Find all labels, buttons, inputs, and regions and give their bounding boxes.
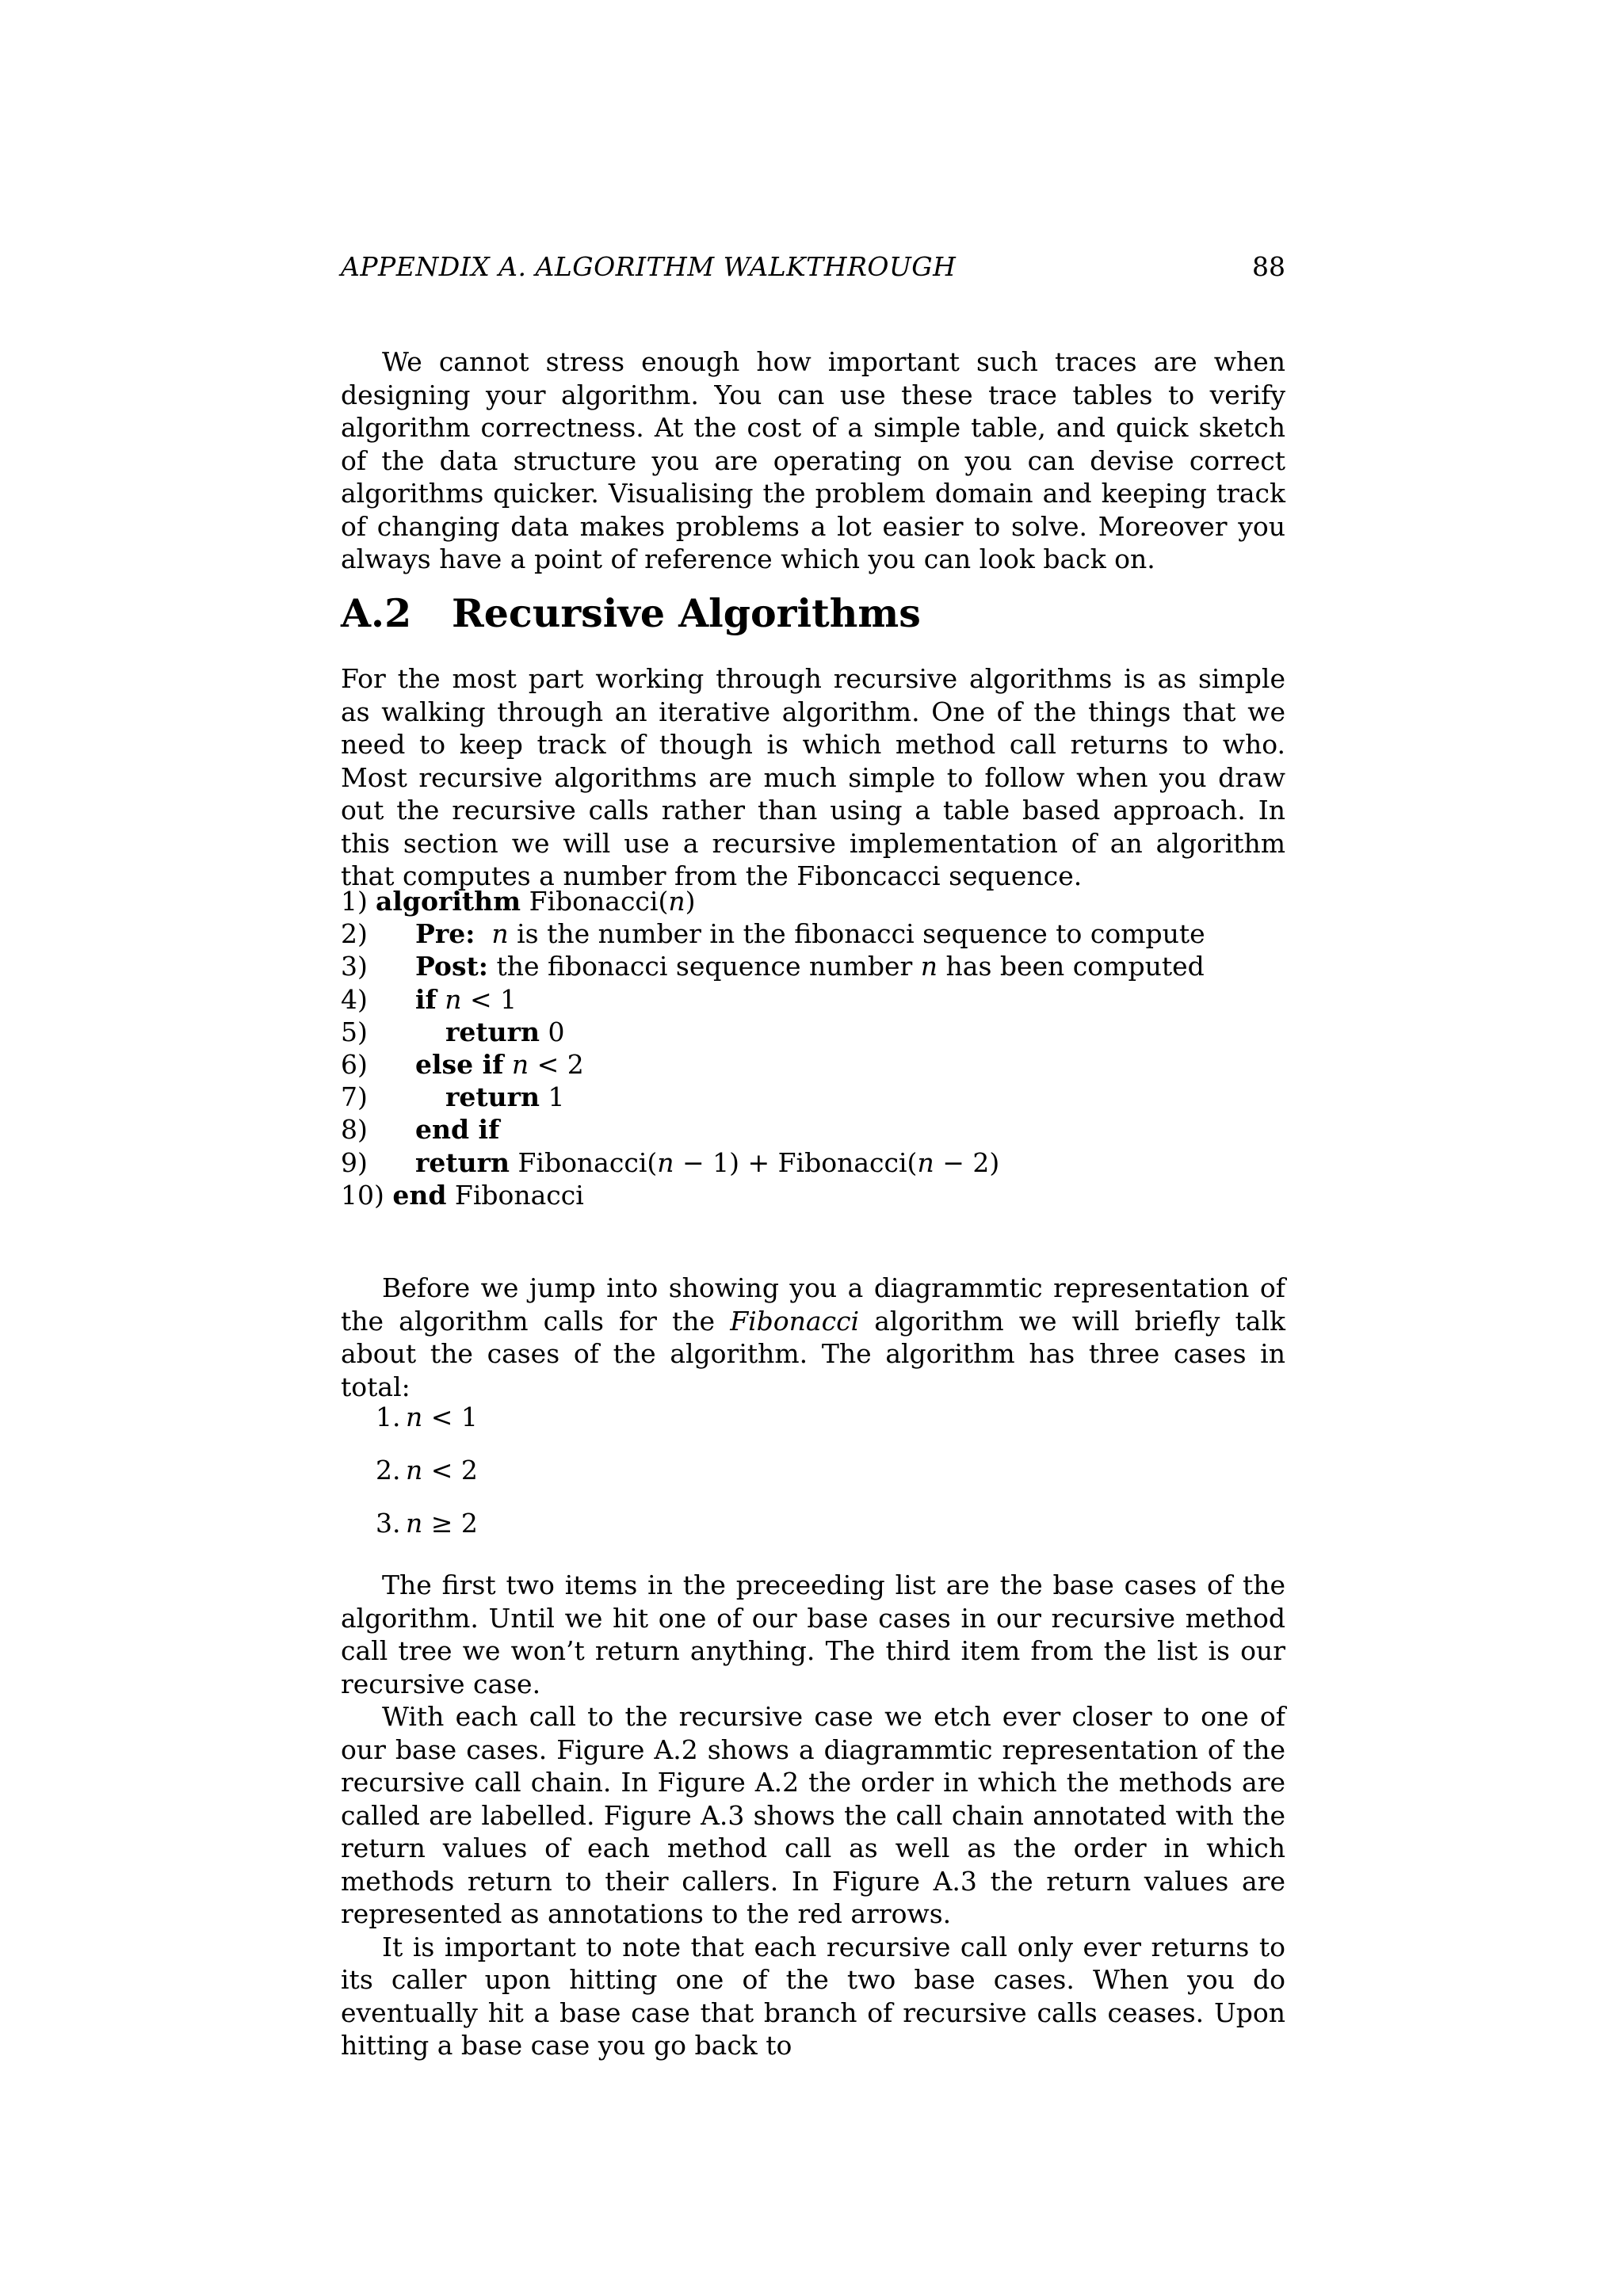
keyword: else if [415, 1049, 504, 1081]
keyword: return [445, 1081, 540, 1113]
closing-paragraphs [341, 1569, 1285, 2062]
case-expression: < 2 [422, 1455, 478, 1486]
keyword: return [415, 1146, 510, 1178]
variable: n [917, 1146, 934, 1178]
paragraph-text: Before we jump into showing you a diagrammtic representation of the algorithm calls for the [341, 1272, 1285, 1337]
list-item [376, 1507, 478, 1560]
line-number: 8) [341, 1114, 368, 1146]
paragraph-text: algorithm we will briefly talk about the cases of the algorithm. The algorithm has three cases in total: [341, 1305, 1285, 1402]
algorithm-line [341, 1048, 1205, 1081]
keyword: end [392, 1179, 447, 1211]
list-item [376, 1401, 478, 1454]
return-value: 0 [540, 1016, 565, 1047]
recursive-call: Fibonacci( [510, 1146, 658, 1178]
line-number: 3) [341, 951, 368, 982]
keyword: if [415, 983, 437, 1015]
postcondition-text: the fibonacci sequence number [487, 951, 921, 982]
line-number: 6) [341, 1049, 368, 1081]
algorithm-line [341, 1016, 1205, 1048]
algorithm-line [341, 917, 1205, 950]
keyword: Pre: [415, 918, 475, 950]
list-number: 1. [376, 1402, 401, 1432]
variable: n [406, 1455, 423, 1486]
keyword: end if [415, 1114, 500, 1146]
postcondition-text-end: has been computed [938, 951, 1205, 982]
paragraph-recursive-intro: For the most part working through recursive algorithms is as simple as walking through an iterative algorithm. One of the things that we need to keep track of though is which method call returns to who. Most recursive algorithms are much simple to follow when you draw out the recursive calls rather than using a table based approach. In this section we will use a recursive implementation of an algorithm that computes a number from the Fiboncacci sequence. [341, 663, 1285, 891]
recursive-call-end: − 2) [934, 1146, 1000, 1178]
algorithm-name: Fibonacci [446, 1179, 584, 1211]
line-number: 5) [341, 1016, 368, 1047]
line-number: 7) [341, 1081, 368, 1113]
line-number: 1) [341, 886, 368, 917]
condition: < 2 [529, 1049, 584, 1081]
variable: n [406, 1508, 423, 1539]
section-title: Recursive Algorithms [452, 590, 921, 636]
paragraph-call-chain: With each call to the recursive case we etch ever closer to one of our base cases. Figure A.2 shows a diagrammtic representation of the recursive call chain. In Figure A.2 the order in which the methods are called are labelled. Figure A.3 shows the call chain annotated with the return values of each method call as well as the order in which methods return to their callers. In Figure A.3 the return values are represented as annotations to the red arrows. [341, 1701, 1285, 1929]
page-number: 88 [1252, 251, 1285, 282]
algorithm-line [341, 1081, 1205, 1113]
algorithm-line [341, 1146, 1205, 1179]
recursive-call-rest: − 1) + Fibonacci( [674, 1146, 918, 1178]
cases-list [376, 1401, 478, 1560]
precondition-text: is the number in the fibonacci sequence to compute [508, 918, 1205, 950]
emphasis: Fibonacci [730, 1305, 860, 1337]
algorithm-name: Fibonacci( [521, 886, 669, 917]
paragraph-base-cases: The first two items in the preceeding list are the base cases of the algorithm. Until we hit one of our base cases in our recursive method call tree we won’t return anything. The third item from the list is our recursive case. [341, 1569, 1285, 1699]
paragraph-cases-intro [341, 1272, 1285, 1403]
list-item [376, 1454, 478, 1507]
variable: n [920, 951, 938, 982]
keyword: algorithm [376, 886, 521, 917]
list-number: 2. [376, 1455, 401, 1486]
line-number: 2) [341, 918, 368, 950]
paragraph-return-behaviour: It is important to note that each recursive call only ever returns to its caller upon hitting one of the two base cases. When you do eventually hit a base case that branch of recursive calls ceases. Upon hitting a base case you go back to [341, 1931, 1285, 2061]
return-value: 1 [540, 1081, 565, 1113]
paren-close: ) [685, 886, 696, 917]
algorithm-line [341, 950, 1205, 982]
condition: < 1 [461, 983, 517, 1015]
case-expression: ≥ 2 [422, 1508, 478, 1539]
variable: n [445, 983, 462, 1015]
algorithm-listing [341, 885, 1205, 1211]
algorithm-line [341, 1179, 1205, 1211]
case-expression: < 1 [422, 1402, 478, 1432]
variable: n [406, 1402, 423, 1432]
variable: n [491, 918, 509, 950]
algorithm-line [341, 1113, 1205, 1146]
algorithm-line [341, 885, 1205, 917]
chapter-title: APPENDIX A. ALGORITHM WALKTHROUGH [341, 251, 957, 282]
section-number: A.2 [341, 590, 412, 636]
algorithm-line [341, 983, 1205, 1016]
list-number: 3. [376, 1508, 401, 1539]
line-number: 9) [341, 1146, 368, 1178]
keyword: Post: [415, 951, 488, 982]
paragraph-trace-importance: We cannot stress enough how important such traces are when designing your algorithm. You can use these trace tables to verify algorithm correctness. At the cost of a simple table, and quick sketch of the data structure you are operating on you can devise correct algorithms quicker. Visualising the problem domain and keeping track of changing data makes problems a lot easier to solve. Moreover you always have a point of reference which you can look back on. [341, 346, 1285, 574]
line-number: 4) [341, 983, 368, 1015]
variable: n [657, 1146, 674, 1178]
variable: n [511, 1049, 529, 1081]
section-heading [341, 589, 921, 637]
variable: n [668, 886, 685, 917]
line-number: 10) [341, 1179, 384, 1211]
keyword: return [445, 1016, 540, 1047]
